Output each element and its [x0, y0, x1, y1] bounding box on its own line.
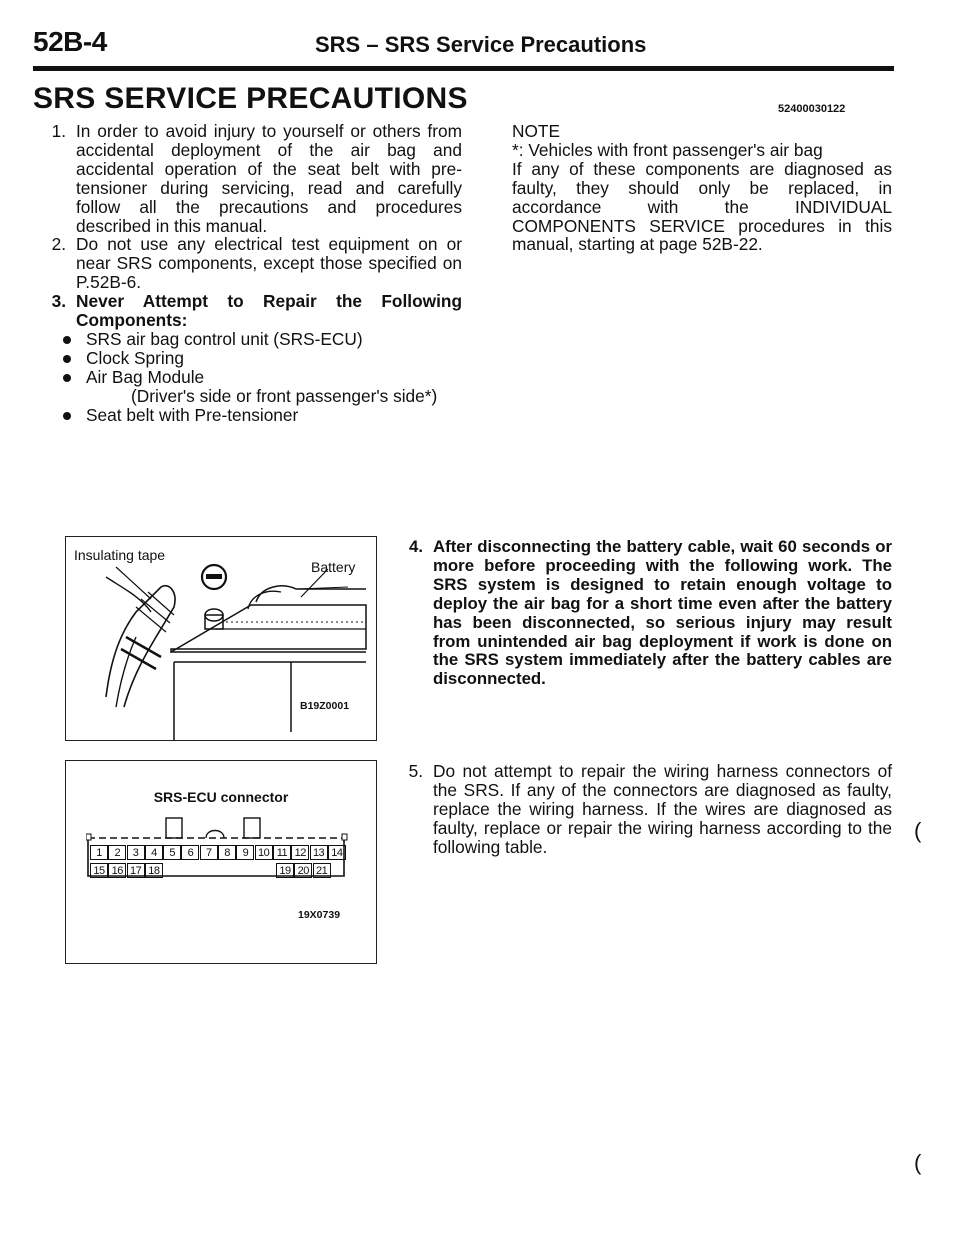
header-rule	[33, 66, 894, 71]
connector-pin: 18	[145, 863, 163, 878]
connector-pin: 6	[181, 845, 199, 860]
connector-pin: 8	[218, 845, 236, 860]
bullet-icon	[38, 406, 68, 425]
item-number: 2.	[51, 234, 66, 255]
figure-code: B19Z0001	[300, 700, 350, 712]
list-item	[38, 292, 462, 330]
connector-pin: 9	[236, 845, 254, 860]
precautions-list	[38, 122, 462, 425]
step-number: 4.	[409, 537, 423, 556]
bullet-text: Seat belt with Pre-tensioner	[86, 404, 299, 425]
bullet-icon	[38, 349, 68, 368]
bullet-item	[38, 368, 462, 387]
bullet-subtext: (Driver's side or front passenger's side*)	[131, 385, 438, 406]
bullet-text: Clock Spring	[86, 347, 184, 368]
bullet-item	[38, 406, 462, 425]
connector-pin: 11	[273, 845, 291, 860]
step-text: Do not attempt to repair the wiring harness connectors of the SRS. If any of the connectors are diagnosed as faulty, replace the wiring harness. If the wires are diagnosed as faulty, replace or repair the wiring harness according to the following table.	[433, 761, 892, 857]
connector-pin: 4	[145, 845, 163, 860]
connector-figure	[65, 760, 377, 964]
document-id: 52400030122	[778, 103, 846, 115]
margin-mark: (	[914, 818, 922, 843]
connector-pin: 16	[108, 863, 126, 878]
connector-pin: 13	[310, 845, 328, 860]
connector-pin: 12	[291, 845, 309, 860]
note-text: If any of these components are diagnosed as faulty, they should only be replaced, in accordance with the INDIVIDUAL COMPONENTS SERVICE procedures in this manual, starting at page 52B-22.	[512, 158, 892, 255]
battery-figure	[65, 536, 377, 741]
connector-pin: 3	[127, 845, 145, 860]
connector-pin: 7	[200, 845, 218, 860]
item-number: 3.	[51, 291, 66, 312]
note-block	[512, 122, 892, 254]
connector-pin: 1	[90, 845, 108, 860]
bullet-text: Air Bag Module	[86, 366, 205, 387]
pin-row-top	[90, 845, 346, 860]
connector-pin: 21	[313, 863, 331, 878]
connector-pin: 14	[328, 845, 346, 860]
step-5	[395, 762, 892, 857]
step-4	[395, 538, 892, 689]
connector-pin: 2	[108, 845, 126, 860]
page-title: SRS SERVICE PRECAUTIONS	[33, 82, 468, 115]
list-item	[38, 235, 462, 292]
figure-code: 19X0739	[298, 909, 341, 921]
connector-pin: 15	[90, 863, 108, 878]
margin-mark: (	[914, 1150, 922, 1175]
connector-pin: 19	[276, 863, 294, 878]
battery-label: Battery	[311, 559, 356, 575]
note-star: *: Vehicles with front passenger's air bag	[512, 139, 823, 160]
item-text: In order to avoid injury to yourself or others from accidental deployment of the air bag and accidental operation of the seat belt with pre-tensioner during servicing, read and carefully follow all the precautions and procedures described in this manual.	[76, 121, 462, 236]
pin-row-bottom-right	[276, 863, 331, 878]
bullet-item	[38, 330, 462, 349]
connector-title: SRS-ECU connector	[153, 789, 289, 805]
connector-pin: 20	[294, 863, 312, 878]
tape-label: Insulating tape	[74, 547, 166, 563]
list-item	[38, 122, 462, 235]
bullet-icon	[38, 368, 68, 387]
section-title: SRS – SRS Service Precautions	[315, 32, 647, 57]
connector-pin: 10	[255, 845, 273, 860]
step-text: After disconnecting the battery cable, wait 60 seconds or more before proceeding with the following work. The SRS system is designed to retain enough voltage to deploy the air bag for a short time even after the battery has been disconnected, so serious injury may result from unintended air bag deployment if work is done on the SRS system immediately after the battery cables are disconnected.	[433, 537, 892, 689]
connector-pin: 17	[127, 863, 145, 878]
bullet-item	[38, 349, 462, 368]
bullet-text: SRS air bag control unit (SRS-ECU)	[86, 328, 363, 349]
note-label: NOTE	[512, 121, 561, 141]
item-text: Do not use any electrical test equipment on or near SRS components, except those specified on P.52B-6.	[76, 234, 462, 293]
pin-row-bottom-left	[90, 863, 163, 878]
step-number: 5.	[408, 761, 423, 781]
item-number: 1.	[51, 121, 66, 141]
page-code: 52B-4	[33, 26, 107, 57]
connector-pin: 5	[163, 845, 181, 860]
bullet-icon	[38, 330, 68, 349]
item-text: Never Attempt to Repair the Following Components:	[76, 291, 462, 331]
